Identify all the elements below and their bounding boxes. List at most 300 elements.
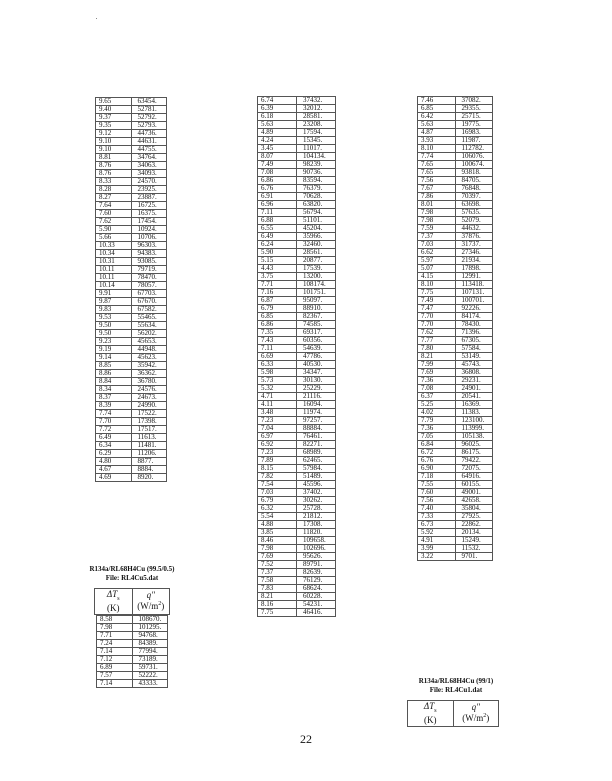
table-row [258, 393, 336, 401]
cell-delta-t: 7.89 [258, 457, 297, 465]
table-row [96, 354, 167, 362]
table-row [96, 266, 167, 274]
section-caption-1 [80, 565, 184, 583]
cell-delta-t: 7.56 [418, 497, 456, 505]
cell-heat-flux: 51489. [297, 473, 336, 481]
cell-heat-flux: 17539. [297, 265, 336, 273]
table-row [258, 425, 336, 433]
table-row [96, 298, 167, 306]
cell-heat-flux: 52781. [131, 106, 167, 114]
cell-delta-t: 6.76 [418, 457, 456, 465]
cell-heat-flux: 51101. [297, 217, 336, 225]
cell-heat-flux: 104134. [297, 153, 336, 161]
cell-delta-t: 8.34 [96, 386, 132, 394]
cell-delta-t: 6.32 [258, 505, 297, 513]
table-row [418, 385, 493, 393]
table-row [418, 505, 493, 513]
table-row [96, 426, 167, 434]
cell-delta-t: 6.97 [258, 433, 297, 441]
cell-delta-t: 10.11 [96, 274, 132, 282]
cell-delta-t: 6.42 [418, 113, 456, 121]
table-row [418, 169, 493, 177]
cell-heat-flux: 25229. [297, 385, 336, 393]
cell-delta-t: 7.40 [418, 505, 456, 513]
cell-delta-t: 5.63 [418, 121, 456, 129]
table-row [258, 481, 336, 489]
cell-delta-t: 7.43 [258, 337, 297, 345]
cell-delta-t: 5.25 [418, 401, 456, 409]
cell-delta-t: 4.88 [258, 521, 297, 529]
cell-heat-flux: 27346. [455, 249, 493, 257]
cell-heat-flux: 67582. [131, 306, 167, 314]
cell-heat-flux: 17308. [297, 521, 336, 529]
cell-delta-t: 4.02 [418, 409, 456, 417]
cell-delta-t: 6.34 [96, 442, 132, 450]
cell-heat-flux: 23925. [131, 186, 167, 194]
cell-heat-flux: 8884. [131, 466, 167, 474]
cell-delta-t: 7.86 [418, 193, 456, 201]
table-row [97, 671, 168, 679]
cell-heat-flux: 11481. [131, 442, 167, 450]
cell-delta-t: 10.14 [96, 282, 132, 290]
cell-heat-flux: 17517. [131, 426, 167, 434]
data-table-2 [257, 96, 336, 617]
cell-delta-t: 7.79 [418, 417, 456, 425]
cell-heat-flux: 11206. [131, 450, 167, 458]
cell-heat-flux: 15249. [455, 537, 493, 545]
cell-heat-flux: 16094. [297, 401, 336, 409]
cell-delta-t: 5.97 [418, 257, 456, 265]
table-row [97, 615, 168, 623]
table-row [258, 353, 336, 361]
cell-delta-t: 9.10 [96, 138, 132, 146]
table-row [97, 647, 168, 655]
table-row [418, 233, 493, 241]
cell-delta-t: 5.98 [258, 369, 297, 377]
cell-heat-flux: 54639. [297, 345, 336, 353]
table-row [96, 290, 167, 298]
table-row [96, 362, 167, 370]
section-title: R134a/RL68H4Cu (99.5/0.5) [89, 565, 175, 573]
cell-delta-t: 8.21 [258, 593, 297, 601]
table-row [258, 105, 336, 113]
section-file: File: RL4Cu1.dat [429, 686, 483, 694]
table-row [258, 209, 336, 217]
cell-delta-t: 7.65 [418, 169, 456, 177]
table-row [418, 321, 493, 329]
cell-heat-flux: 35942. [131, 362, 167, 370]
table-row [258, 601, 336, 609]
cell-heat-flux: 60228. [297, 593, 336, 601]
cell-delta-t: 8.81 [96, 154, 132, 162]
cell-delta-t: 8.37 [96, 394, 132, 402]
table-row [418, 369, 493, 377]
table-row [418, 361, 493, 369]
table-row [418, 289, 493, 297]
table-row [258, 177, 336, 185]
table-row [418, 329, 493, 337]
cell-delta-t: 4.24 [258, 137, 297, 145]
cell-delta-t: 8.01 [418, 201, 456, 209]
table-row [96, 330, 167, 338]
cell-delta-t: 7.75 [418, 289, 456, 297]
table-row [96, 210, 167, 218]
cell-delta-t: 4.15 [418, 273, 456, 281]
cell-delta-t: 7.16 [258, 289, 297, 297]
table-row [258, 593, 336, 601]
cell-heat-flux: 17398. [131, 418, 167, 426]
cell-heat-flux: 15345. [297, 137, 336, 145]
table-row [258, 137, 336, 145]
table-row [258, 249, 336, 257]
cell-delta-t: 9.35 [96, 122, 132, 130]
cell-delta-t: 7.70 [418, 321, 456, 329]
cell-heat-flux: 123100. [455, 417, 493, 425]
table-row [258, 369, 336, 377]
cell-delta-t: 8.15 [258, 465, 297, 473]
table-row [418, 129, 493, 137]
table-row [418, 537, 493, 545]
cell-delta-t: 7.99 [418, 361, 456, 369]
cell-heat-flux: 36362. [131, 370, 167, 378]
page-number: 22 [300, 732, 312, 746]
table-row [258, 281, 336, 289]
cell-heat-flux: 52079. [455, 217, 493, 225]
cell-heat-flux: 24990. [131, 402, 167, 410]
table-row [418, 105, 493, 113]
cell-heat-flux: 108670. [132, 615, 168, 623]
table-row [418, 281, 493, 289]
cell-heat-flux: 44736. [131, 130, 167, 138]
table-row [418, 433, 493, 441]
cell-delta-t: 8.27 [96, 194, 132, 202]
table-row [97, 631, 168, 639]
table-row [96, 466, 167, 474]
cell-delta-t: 5.32 [258, 385, 297, 393]
cell-delta-t: 7.49 [418, 297, 456, 305]
cell-delta-t: 9.50 [96, 322, 132, 330]
cell-heat-flux: 34764. [131, 154, 167, 162]
table-row [258, 161, 336, 169]
table-row [418, 465, 493, 473]
table-row [97, 639, 168, 647]
cell-heat-flux: 67670. [131, 298, 167, 306]
table-row [418, 201, 493, 209]
cell-heat-flux: 24576. [131, 386, 167, 394]
table-row [258, 233, 336, 241]
cell-heat-flux: 32460. [297, 241, 336, 249]
table-row [96, 402, 167, 410]
table-row [418, 425, 493, 433]
table-row [96, 194, 167, 202]
cell-heat-flux: 96303. [131, 242, 167, 250]
cell-delta-t: 3.48 [258, 409, 297, 417]
cell-heat-flux: 11613. [131, 434, 167, 442]
table-row [258, 361, 336, 369]
table-row [96, 130, 167, 138]
cell-heat-flux: 70397. [455, 193, 493, 201]
cell-heat-flux: 20134. [455, 529, 493, 537]
cell-heat-flux: 21116. [297, 393, 336, 401]
table-row [258, 297, 336, 305]
cell-heat-flux: 84705. [455, 177, 493, 185]
table-row [418, 545, 493, 553]
data-column-1 [95, 97, 167, 482]
cell-heat-flux: 44632. [455, 225, 493, 233]
cell-delta-t: 5.07 [418, 265, 456, 273]
table-row [96, 146, 167, 154]
cell-delta-t: 4.89 [258, 129, 297, 137]
cell-delta-t: 4.71 [258, 393, 297, 401]
cell-delta-t: 5.73 [258, 377, 297, 385]
table-row [418, 297, 493, 305]
header-heat-flux: q" $(W/m^2)$ [453, 701, 499, 727]
table-row [97, 663, 168, 671]
cell-heat-flux: 94383. [131, 250, 167, 258]
cell-delta-t: 5.90 [96, 226, 132, 234]
table-row [418, 353, 493, 361]
table-row [258, 185, 336, 193]
cell-heat-flux: 79422. [455, 457, 493, 465]
cell-delta-t: 7.56 [418, 177, 456, 185]
cell-heat-flux: 25728. [297, 505, 336, 513]
table-row [418, 345, 493, 353]
section-title: R134a/RL68H4Cu (99/1) [418, 677, 494, 685]
table-row [258, 401, 336, 409]
cell-heat-flux: 42658. [455, 497, 493, 505]
cell-heat-flux: 11987. [455, 137, 493, 145]
cell-heat-flux: 76379. [297, 185, 336, 193]
table-row [96, 234, 167, 242]
cell-heat-flux: 20877. [297, 257, 336, 265]
table-row [418, 257, 493, 265]
cell-delta-t: 4.67 [96, 466, 132, 474]
table-row [258, 497, 336, 505]
cell-heat-flux: 16369. [455, 401, 493, 409]
table-row [258, 537, 336, 545]
cell-heat-flux: 54231. [297, 601, 336, 609]
cell-heat-flux: 47786. [297, 353, 336, 361]
table-row [96, 186, 167, 194]
cell-delta-t: 6.18 [258, 113, 297, 121]
cell-delta-t: 8.10 [418, 145, 456, 153]
cell-heat-flux: 37876. [455, 233, 493, 241]
cell-heat-flux: 28561. [297, 249, 336, 257]
table-row [96, 386, 167, 394]
table-row [96, 434, 167, 442]
cell-heat-flux: 106076. [455, 153, 493, 161]
table-row [418, 409, 493, 417]
cell-delta-t: 7.36 [418, 425, 456, 433]
cell-delta-t: 6.24 [258, 241, 297, 249]
cell-delta-t: 9.12 [96, 130, 132, 138]
cell-heat-flux: 55634. [131, 322, 167, 330]
cell-heat-flux: 52222. [132, 671, 168, 679]
table-header-2 [407, 700, 499, 727]
cell-heat-flux: 45743. [455, 361, 493, 369]
cell-heat-flux: 24901. [455, 385, 493, 393]
cell-heat-flux: 93085. [131, 258, 167, 266]
cell-heat-flux: 24570. [131, 178, 167, 186]
table-row [258, 145, 336, 153]
cell-delta-t: 3.99 [418, 545, 456, 553]
cell-delta-t: 3.93 [418, 137, 456, 145]
table-row [418, 497, 493, 505]
cell-heat-flux: 70628. [297, 193, 336, 201]
cell-delta-t: 7.46 [418, 97, 456, 105]
table-row [258, 521, 336, 529]
cell-heat-flux: 94768. [132, 631, 168, 639]
table-row [97, 655, 168, 663]
cell-heat-flux: 8877. [131, 458, 167, 466]
cell-delta-t: 9.87 [96, 298, 132, 306]
cell-delta-t: 9.14 [96, 354, 132, 362]
cell-heat-flux: 98239. [297, 161, 336, 169]
cell-delta-t: 7.69 [258, 553, 297, 561]
cell-heat-flux: 90736. [297, 169, 336, 177]
cell-delta-t: 6.72 [418, 449, 456, 457]
cell-heat-flux: 76461. [297, 433, 336, 441]
cell-delta-t: 6.49 [258, 233, 297, 241]
cell-heat-flux: 62465. [297, 457, 336, 465]
cell-delta-t: 5.90 [258, 249, 297, 257]
table-row [418, 161, 493, 169]
table-row [96, 170, 167, 178]
table-row [258, 289, 336, 297]
cell-delta-t: 4.87 [418, 129, 456, 137]
cell-delta-t: 7.36 [418, 377, 456, 385]
cell-delta-t: 7.33 [418, 513, 456, 521]
cell-heat-flux: 53149. [455, 353, 493, 361]
table-row [96, 442, 167, 450]
scan-speck [96, 18, 97, 19]
data-column-3 [417, 96, 493, 561]
cell-delta-t: 7.58 [258, 577, 297, 585]
table-row [258, 545, 336, 553]
table-row [96, 274, 167, 282]
cell-delta-t: 5.63 [258, 121, 297, 129]
cell-delta-t: 7.04 [258, 425, 297, 433]
cell-heat-flux: 11017. [297, 145, 336, 153]
table-row [418, 521, 493, 529]
cell-delta-t: 7.65 [418, 161, 456, 169]
cell-delta-t: 7.71 [97, 631, 133, 639]
cell-heat-flux: 63698. [455, 201, 493, 209]
cell-delta-t: 7.08 [258, 169, 297, 177]
cell-delta-t: 6.69 [258, 353, 297, 361]
cell-delta-t: 3.22 [418, 553, 456, 561]
cell-heat-flux: 20541. [455, 393, 493, 401]
cell-heat-flux: 45204. [297, 225, 336, 233]
table-row [258, 609, 336, 617]
table-row [418, 449, 493, 457]
table-row [418, 529, 493, 537]
cell-heat-flux: 71396. [455, 329, 493, 337]
cell-delta-t: 5.15 [258, 257, 297, 265]
cell-heat-flux: 100701. [455, 297, 493, 305]
table-row [96, 250, 167, 258]
table-row [96, 154, 167, 162]
cell-heat-flux: 36780. [131, 378, 167, 386]
table-row [96, 450, 167, 458]
header-delta-t: $\Delta T_s$ (K) [95, 589, 133, 615]
cell-heat-flux: 25715. [455, 113, 493, 121]
cell-heat-flux: 57635. [455, 209, 493, 217]
cell-heat-flux: 49001. [455, 489, 493, 497]
table-row [96, 322, 167, 330]
cell-heat-flux: 83594. [297, 177, 336, 185]
cell-delta-t: 7.03 [258, 489, 297, 497]
table-row [418, 377, 493, 385]
table-row [96, 474, 167, 482]
cell-heat-flux: 45596. [297, 481, 336, 489]
cell-heat-flux: 67703. [131, 290, 167, 298]
table-row [258, 225, 336, 233]
cell-delta-t: 9.91 [96, 290, 132, 298]
table-row [418, 113, 493, 121]
table-row [258, 473, 336, 481]
cell-delta-t: 7.98 [97, 623, 133, 631]
cell-heat-flux: 29231. [455, 377, 493, 385]
table-row [258, 129, 336, 137]
table-row [258, 329, 336, 337]
table-row [96, 282, 167, 290]
cell-delta-t: 6.91 [258, 193, 297, 201]
cell-heat-flux: 34093. [131, 170, 167, 178]
table-row [418, 305, 493, 313]
cell-heat-flux: 23887. [131, 194, 167, 202]
section-caption-2 [405, 677, 507, 695]
cell-delta-t: 4.11 [258, 401, 297, 409]
table-row [96, 338, 167, 346]
table-row [418, 457, 493, 465]
cell-delta-t: 8.86 [96, 370, 132, 378]
table-row [96, 306, 167, 314]
cell-delta-t: 10.11 [96, 266, 132, 274]
cell-delta-t: 8.33 [96, 178, 132, 186]
table-row [418, 177, 493, 185]
cell-delta-t: 7.08 [418, 385, 456, 393]
table-row [258, 377, 336, 385]
table-row [258, 201, 336, 209]
table-row [97, 679, 168, 687]
table-row [97, 623, 168, 631]
table-row [418, 401, 493, 409]
table-row [258, 257, 336, 265]
cell-heat-flux: 79719. [131, 266, 167, 274]
cell-heat-flux: 97257. [297, 417, 336, 425]
table-row [418, 185, 493, 193]
cell-heat-flux: 100674. [455, 161, 493, 169]
table-row [418, 393, 493, 401]
cell-delta-t: 6.85 [418, 105, 456, 113]
cell-heat-flux: 67305. [455, 337, 493, 345]
cell-heat-flux: 102696. [297, 545, 336, 553]
cell-delta-t: 7.18 [418, 473, 456, 481]
cell-heat-flux: 36808. [455, 369, 493, 377]
cell-delta-t: 6.37 [418, 393, 456, 401]
header-delta-t: $\Delta T_s$ (K) [408, 701, 454, 727]
cell-heat-flux: 82367. [297, 313, 336, 321]
table-row [418, 441, 493, 449]
cell-heat-flux: 96025. [455, 441, 493, 449]
header-heat-flux: q" $(W/m^2)$ [132, 589, 170, 615]
table-row [418, 249, 493, 257]
cell-heat-flux: 30262. [297, 497, 336, 505]
cell-heat-flux: 44755. [131, 146, 167, 154]
cell-heat-flux: 56202. [131, 330, 167, 338]
cell-delta-t: 6.88 [258, 217, 297, 225]
